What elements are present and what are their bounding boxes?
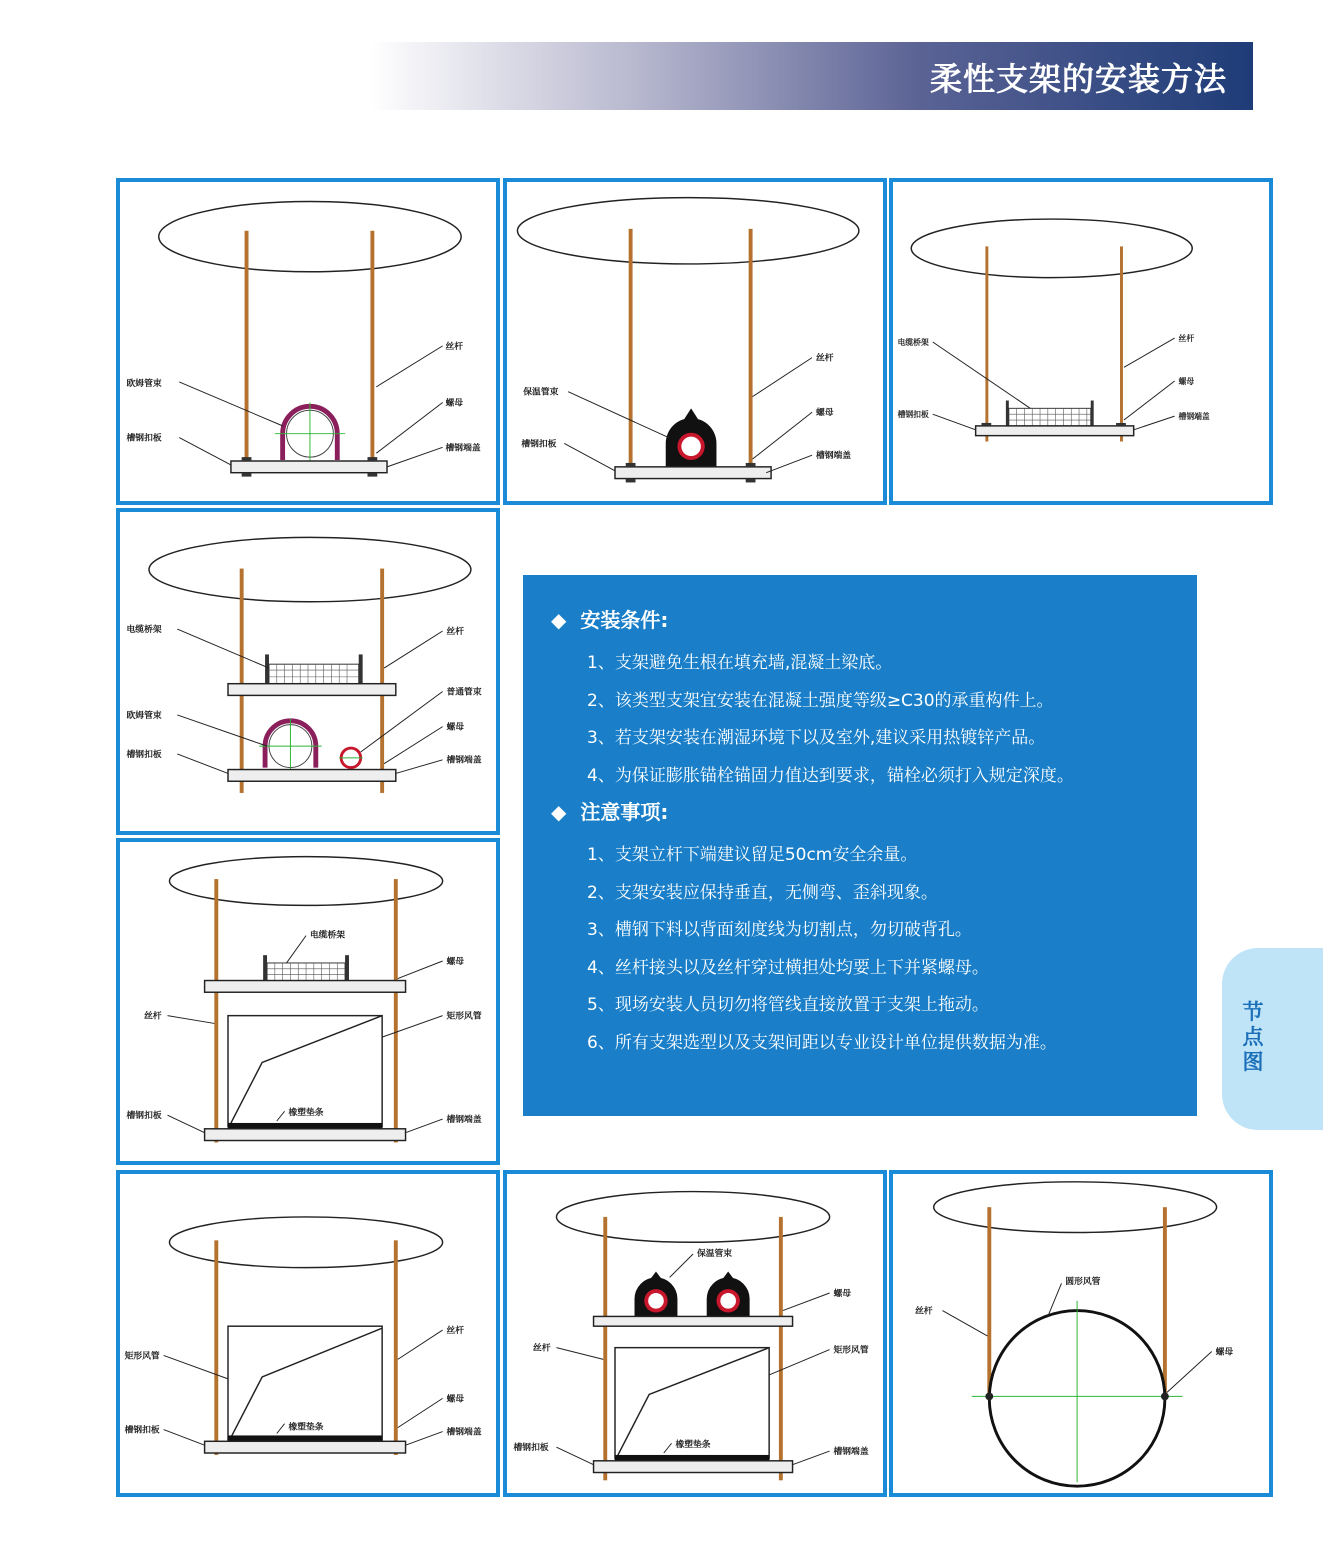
- info-box: [523, 575, 1197, 1116]
- label-plate: 槽钢扣板: [126, 749, 162, 760]
- label-rod: 丝杆: [446, 1326, 465, 1337]
- diagram-clamp-over-duct: [503, 1170, 887, 1497]
- label-nut: 螺母: [446, 722, 465, 733]
- list-item: 3、槽钢下料以背面刻度线为切割点，勿切破背孔。: [587, 920, 972, 940]
- label-clamp-std: 普通管束: [446, 687, 482, 698]
- list-item: 3、若支架安装在潮湿环境下以及室外,建议采用热镀锌产品。: [587, 728, 1046, 748]
- label-clamp: 保温管束: [696, 1248, 733, 1259]
- diamond-bullet-icon: ◆: [551, 800, 567, 824]
- label-clamp: 保温管束: [523, 387, 559, 398]
- side-tab[interactable]: [1222, 948, 1323, 1130]
- diagram-round-duct: [889, 1170, 1273, 1497]
- label-pad: 橡塑垫条: [288, 1108, 324, 1119]
- list-item: 6、所有支架选型以及支架间距以专业设计单位提供数据为准。: [587, 1032, 1057, 1053]
- label-rod: 丝杆: [915, 1306, 933, 1317]
- label-tray: 电缆桥架: [897, 337, 929, 347]
- label-cap: 槽钢端盖: [445, 443, 481, 454]
- label-rod: 丝杆: [446, 626, 465, 637]
- list-item: 2、支架安装应保持垂直，无侧弯、歪斜现象。: [587, 882, 938, 903]
- label-duct: 圆形风管: [1065, 1277, 1101, 1288]
- label-duct: 矩形风管: [833, 1345, 869, 1356]
- label-pad: 橡塑垫条: [288, 1422, 324, 1433]
- side-tab-label[interactable]: 节点图: [1242, 1000, 1264, 1074]
- label-tray: 电缆桥架: [309, 930, 346, 941]
- list-item: 4、为保证膨胀锚栓锚固力值达到要求，锚栓必须打入规定深度。: [587, 765, 1074, 786]
- page-title: 柔性支架的安装方法: [929, 60, 1227, 98]
- label-duct: 矩形风管: [124, 1351, 160, 1362]
- list-item: 2、该类型支架宜安装在混凝土强度等级≥C30的承重构件上。: [587, 690, 1054, 711]
- label-plate: 槽钢扣板: [126, 433, 162, 444]
- label-nut: 螺母: [833, 1288, 852, 1299]
- label-plate: 槽钢扣板: [126, 1111, 162, 1122]
- diagram-insulated-clamp: [503, 178, 887, 505]
- label-cap: 槽钢端盖: [446, 1427, 482, 1438]
- list-item: 4、丝杆接头以及丝杆穿过横担处均要上下并紧螺母。: [587, 957, 989, 978]
- label-plate: 槽钢扣板: [897, 410, 929, 420]
- label-nut: 螺母: [1215, 1347, 1234, 1358]
- diagram-tray-over-duct: [116, 838, 500, 1165]
- label-rod: 丝杆: [533, 1343, 551, 1354]
- header-banner: [370, 42, 1253, 110]
- label-rod: 丝杆: [445, 341, 464, 352]
- list-item: 5、现场安装人员切勿将管线直接放置于支架上拖动。: [587, 995, 989, 1015]
- label-cap: 槽钢端盖: [833, 1446, 869, 1457]
- diamond-bullet-icon: ◆: [551, 608, 567, 632]
- label-pad: 橡塑垫条: [675, 1440, 711, 1451]
- label-cap: 槽钢端盖: [446, 1114, 482, 1125]
- label-nut: 螺母: [445, 398, 464, 409]
- diagram-omega-clamp: [116, 178, 500, 505]
- section-precautions: [551, 797, 1197, 827]
- label-plate: 槽钢扣板: [513, 1443, 549, 1454]
- label-cap: 槽钢端盖: [446, 755, 482, 766]
- label-plate: 槽钢扣板: [521, 439, 557, 450]
- label-rod: 丝杆: [1178, 334, 1195, 344]
- label-cap: 槽钢端盖: [1178, 412, 1210, 422]
- label-rod: 丝杆: [815, 353, 834, 364]
- diagram-rect-duct: [116, 1170, 500, 1497]
- label-nut: 螺母: [815, 408, 834, 419]
- label-nut: 螺母: [446, 1394, 465, 1405]
- list-item: 1、支架立杆下端建议留足50cm安全余量。: [587, 845, 918, 865]
- label-tray: 电缆桥架: [126, 624, 162, 635]
- label-plate: 槽钢扣板: [124, 1425, 160, 1436]
- section-installation-conditions: [551, 605, 1197, 635]
- section-title: 注意事项:: [580, 800, 669, 824]
- label-clamp: 欧姆管束: [126, 378, 162, 389]
- section-title: 安装条件:: [580, 608, 669, 632]
- list-item: 1、支架避免生根在填充墙,混凝土梁底。: [587, 653, 893, 673]
- label-nut: 螺母: [1178, 376, 1195, 386]
- diagram-cable-tray: [889, 178, 1273, 505]
- diagram-two-level: [116, 508, 500, 835]
- label-nut: 螺母: [446, 956, 465, 967]
- label-rod: 丝杆: [144, 1011, 162, 1022]
- label-clamp: 欧姆管束: [126, 710, 162, 721]
- label-cap: 槽钢端盖: [815, 451, 852, 462]
- label-duct: 矩形风管: [446, 1011, 482, 1022]
